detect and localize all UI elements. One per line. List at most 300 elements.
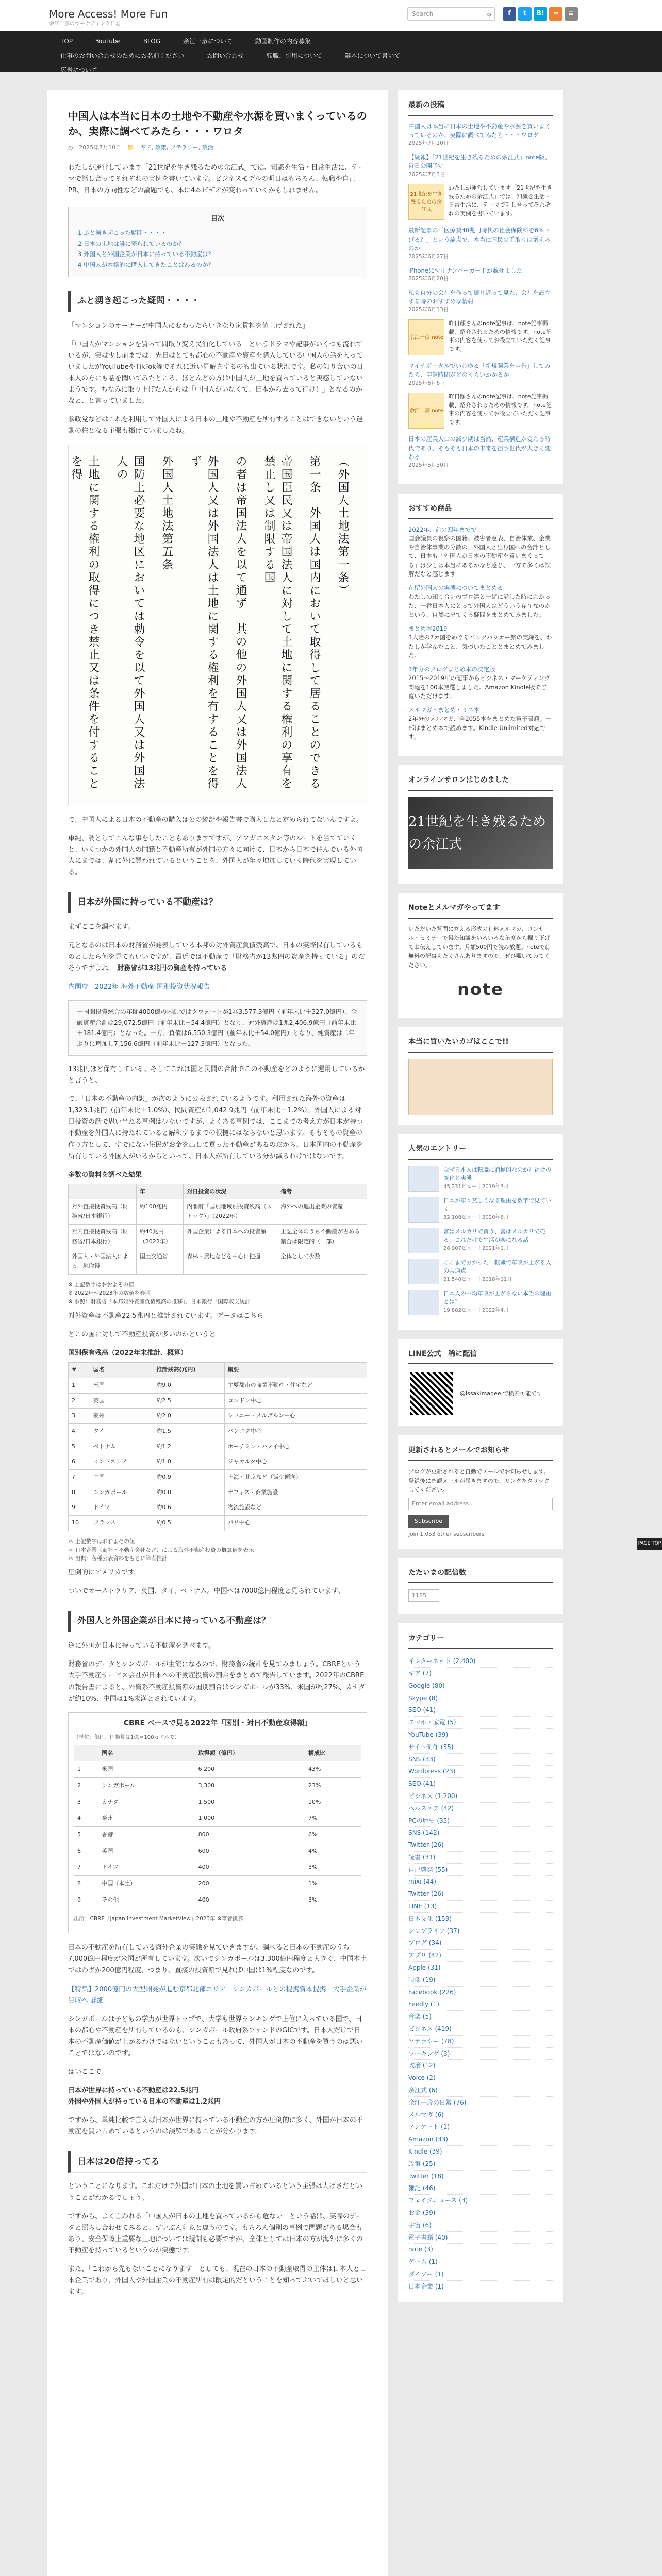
recent-post-date: 2025年7月3日 [408,171,445,178]
category-item [408,1766,553,1778]
cbre-table-body [74,1761,361,1908]
popular-thumbnail [408,1228,439,1253]
recommend-link[interactable]: メルマガ・まとめ・ミニ本 [408,706,479,714]
subscribe-button[interactable]: Subscribe [408,1515,449,1528]
category-link[interactable]: 読書 (31) [408,1853,436,1861]
nav-row-3 [49,63,613,77]
table-cell: オフィス・商業施設 [224,1485,367,1500]
cbre-table-cell: 23% [305,1777,361,1794]
cbre-table-cell: 6 [74,1843,98,1859]
category-link[interactable]: ヘルスケア (42) [408,1804,454,1812]
category-item [408,1668,553,1680]
email-field[interactable]: Enter email address... [408,1498,553,1510]
note-line: ※ 上記数字はおおよその値 [68,1281,134,1288]
category-link[interactable]: ソテラシー [170,144,198,151]
popular-meta: 21,540ビュー｜2018年11月 [443,1276,512,1282]
table-notes [68,1537,367,1563]
article-date: 2025年7月10日 [79,144,122,151]
table-header-cell [74,1745,98,1761]
chart-title: CBRE ベースで見る2022年「国別・対日不動産取得額」 [123,1719,312,1727]
recent-post-link[interactable]: iPhoneにマイナンバーカードが載せました [408,266,522,274]
table-row [69,1249,367,1274]
cbre-table-cell: シンガポール [98,1777,195,1794]
table-row [69,1500,367,1516]
table-cell: ホーチミン・ハノイ中心 [224,1439,367,1454]
table-cell: 国土交通省 [136,1249,184,1274]
category-link[interactable]: SNS (142) [408,1829,440,1837]
category-item [408,1803,553,1815]
popular-item[interactable] [408,1228,553,1253]
recent-post-link[interactable]: 最新記事の「医療費40兆円時代の社会保険料を6%下げる？」という論点で、本当に国民の手取りは増えるのか [408,227,551,252]
category-item [408,2219,553,2232]
toc-link[interactable]: 3 外国人と外国企業が日本に持っている不動産は？ [78,250,214,258]
summary-label: はいここで [68,2068,102,2076]
category-link[interactable]: note (3) [408,2246,433,2253]
rss-icon[interactable]: ≈ [549,7,562,21]
site-title[interactable]: More Access! More Fun [49,8,168,20]
hatena-icon[interactable]: B! [534,7,547,21]
paragraph: どこの国に対して不動産投資が多いのかというと [68,1331,216,1339]
table-cell: 約0.5 [153,1516,224,1531]
recent-post-link[interactable]: 日本の産業人口の減少期は当然、産業構造が変わる時代であり、そもそも日本の未来を担う世代が大きく変わる [408,435,551,461]
table-cell: 1 [69,1378,90,1393]
recommend-item [408,526,553,579]
recommend-item [408,624,553,660]
category-item [408,1717,553,1729]
paragraph: ついでオーストラリア、英国、タイ、ベトナム。中国へは7000億円程度と見られています。 [68,1587,344,1596]
category-link[interactable]: 日本文化 (153) [408,1914,452,1922]
table-cell: ドイツ [90,1500,153,1516]
nav-item-video[interactable]: 動画制作の内容募集 [255,38,311,45]
vertical-text-document-image [68,445,367,805]
category-link[interactable]: Twitter (26) [408,1890,444,1898]
table-cell: 森林・農地などを中心に把握 [184,1249,277,1274]
category-link[interactable]: 政策 (25) [408,2160,436,2167]
qr-code[interactable] [408,1370,455,1417]
recommend-text: 2015〜2019年の記事からビジネス・マーケティング関連を100本厳選しました。Amazon Kindle版でご覧いただけます。 [408,674,551,700]
cbre-table-cell: 3 [74,1794,98,1810]
cbre-table-cell: 3% [305,1859,361,1876]
table-cell: 英国 [90,1393,153,1409]
promo-item[interactable] [408,393,553,429]
cbre-chart [68,1712,367,1933]
category-link[interactable]: 自己啓発 (55) [408,1866,448,1873]
category-item [408,2158,553,2171]
category-link[interactable]: Apple (31) [408,1964,441,1972]
recent-post-link[interactable]: マイナポータルでいわゆる「新規開業を申告」してみたら、申請時間がどのくらいかかるか [408,362,551,379]
table-of-contents [68,207,367,277]
recommend-link[interactable]: 在留外国人の実態についてまとめる [408,584,503,592]
widget-title: おすすめ商品 [408,503,553,519]
category-link[interactable]: Facebook (226) [408,1988,456,1996]
vertical-text-column: 帝国臣民又は帝国法人に対して土地に関する権利の享有を禁止し又は制限する国 [262,455,292,790]
recommend-link[interactable]: 2022年、前の四年までで [408,526,477,533]
search-input[interactable] [407,7,495,21]
recent-post-link[interactable]: 【続報】「21世紀を生き残るための余江式」note版、近日公開予定 [408,154,551,170]
recommend-text: 3大陸の7カ国をめぐるバックパッカー旅の実録を、わたしが学んだこと、気づいたこととまとめてみました。 [408,634,552,659]
category-link[interactable]: mixi (44) [408,1878,436,1886]
category-item [408,1888,553,1901]
category-item [408,1913,553,1925]
nav-item-reprint[interactable]: 転職、引用について [267,52,322,59]
table-cell: 8 [69,1485,90,1500]
table-cell: ジャカルタ中心 [224,1454,367,1470]
category-item [408,1827,553,1839]
nav-item-about[interactable]: 余江一彦について [183,38,233,45]
nav-item-book[interactable]: 鍵本について書いて [344,52,401,59]
subscriber-count: Join 1,053 other subscribers [408,1531,485,1537]
recent-posts-widget [398,90,563,484]
table-cell: 海外への進出企業の資産 [277,1199,367,1224]
category-link[interactable]: 政治 [202,144,213,151]
online-salon-banner[interactable]: 21世紀を生き残るための余江式 [408,797,553,869]
cbre-table-cell: 10% [305,1794,361,1810]
table-cell: 4 [69,1424,90,1439]
category-item [408,1925,553,1938]
paragraph: 対外資産は不動産22.5兆円と推計されています。データはこちら [68,1312,263,1320]
category-link[interactable]: アプリ (42) [408,1952,441,1959]
nav-item-top[interactable]: TOP [60,38,73,45]
category-link[interactable]: 余江一彦の日常 (76) [408,2098,467,2106]
recent-post-item [408,435,553,470]
paragraph: ですから、よく言われる「中国人が日本の土地を買っているから危ない」という話は、実際のデータと照らし合わせてみると、ずいぶん印象と違うのです。もちろん個別の事例で問題がある場合もあり、安全保障上重要な土地については規制も必要ですが、全体としては日本の方が海外に多くの不動産を持っているというのが実態です。 [68,2212,363,2255]
cbre-table-cell: カナダ [98,1794,195,1810]
widget-title: 更新されるとメールでお知らせ [408,1445,553,1461]
feedly-icon[interactable]: ≡ [565,7,578,21]
recommend-link[interactable]: まとめ本2019 [408,625,448,633]
chart-subtitle: （単位：億円、円換算は1億＝100万ドルで） [74,1734,180,1740]
category-link[interactable]: スマホ・家電 (5) [408,1719,456,1726]
recent-post-item [408,226,553,261]
category-item [408,2281,553,2293]
subscribe-text: ブログが更新されると自動でメールでお知らせします。登録後に確認メールが届きますので、リンクをクリックしてください。 [408,1468,550,1494]
widget-title: たたいまの配信数 [408,1567,553,1584]
category-link[interactable]: SNS (33) [408,1755,436,1763]
widget-title: カテゴリー [408,1633,553,1649]
paragraph: ですから、単純比較で言えば日本が世界に持っている不動産の方が圧倒的に多く、外国が日本の不動産を買い占めているというのは誤解であることが分かります。 [68,2116,363,2136]
category-item [408,2171,553,2183]
recent-post-link[interactable]: 中国人は本当に日本の土地や不動産や水源を買いまくっているのか、実際に調べてみたら・・・ワロタ [408,122,551,139]
category-item [408,2060,553,2072]
category-item [408,2097,553,2109]
note-line: ＊ 日本企業（商社・不動産会社など）による海外不動産投資の概算値を表示 [68,1547,254,1553]
popular-link[interactable]: 日本人の平均年収が上がらない本当の理由とは？ [443,1290,551,1306]
category-link[interactable]: Amazon (33) [408,2136,448,2143]
category-link[interactable]: ソテラシー (78) [408,2037,454,2045]
paragraph-text: 元となるのは日本の財務省が発表している本邦の対外資産負債残高で、日本の実際保有しているものとしたら何を見てもいいですが、最近では不動産で「財務省が13兆円の資産を持っている」のだそうですよね。 [68,942,365,973]
category-link[interactable]: 余江式 (6) [408,2087,438,2094]
category-link[interactable]: Twitter (18) [408,2172,444,2180]
book-banner[interactable] [408,1059,553,1115]
table-cell: 約2.0 [153,1409,224,1424]
popular-meta: 32,108ビュー｜2020年6月 [443,1214,509,1221]
subscribe-widget [398,1435,563,1548]
table-cell: 約2.5 [153,1393,224,1409]
category-item [408,1790,553,1803]
nav-row-1 [49,31,613,48]
category-link[interactable]: LINE (13) [408,1903,437,1910]
nav-item-youtube[interactable]: YouTube [95,38,121,45]
category-link[interactable]: ゲーム (1) [408,2258,438,2266]
table-row [69,1516,367,1531]
category-link[interactable]: 雑記 (46) [408,2184,436,2192]
popular-item[interactable] [408,1259,553,1284]
widget-title: Noteとメルマガやってます [408,902,553,919]
promo-thumbnail: 余江一彦 note [408,319,444,355]
table-cell: 約1.5 [153,1424,224,1439]
popular-thumbnail [408,1259,439,1284]
content-wrapper [47,90,615,2576]
table-header-row [69,1184,367,1199]
table-cell: バンコク中心 [224,1424,367,1439]
category-item [408,1937,553,1950]
category-link[interactable]: PCの歴史 (35) [408,1817,450,1824]
cbre-table-cell: 7 [74,1859,98,1876]
category-link[interactable]: Feedly (1) [408,2001,439,2008]
table-cell: 全体として少数 [277,1249,367,1274]
category-item [408,2207,553,2219]
category-link[interactable]: Voice (2) [408,2074,436,2082]
cbre-table-cell: その他 [98,1892,195,1908]
emphasis-text: 財務省が13兆円の資産を持っている [117,964,227,973]
note-line: ※ 参照：財務省「本邦対外資産負債残高の推移」、日本銀行「国際収支統計」 [68,1299,256,1306]
popular-thumbnail [408,1166,439,1192]
category-widget [398,1623,563,2302]
twitter-icon[interactable]: t [518,7,532,21]
category-link[interactable]: SEO (41) [408,1780,436,1788]
vertical-text-column: 外国人土地法第五条 [160,455,173,571]
recent-post-link[interactable]: 私も自分の会社を作って振り返って見た、会社を設立する時のおすすめな情報 [408,289,551,306]
category-link[interactable]: 電子書籍 (40) [408,2233,448,2241]
category-item [408,1741,553,1754]
table-cell: 2 [69,1393,90,1409]
category-link[interactable]: ダイソー (1) [408,2270,444,2278]
table-cell: 米国 [90,1378,153,1393]
promo-item[interactable] [408,319,553,355]
toc-link[interactable]: 4 中国人が本格的に購入してきたことはあるのか？ [78,261,214,269]
table-header-cell: 備考 [277,1184,367,1199]
category-link[interactable]: Wordpress (23) [408,1768,456,1775]
book-widget [398,1027,563,1125]
category-link[interactable]: お金 (39) [408,2209,436,2216]
category-item [408,1680,553,1692]
category-link[interactable]: ブログ (34) [408,1939,442,1947]
recommend-item [408,706,553,741]
category-link[interactable]: Twitter (26) [408,1841,444,1849]
table-cell: 主要都市の商業不動産・住宅など [224,1378,367,1393]
cbre-table-cell: 9 [74,1892,98,1908]
cbre-table-cell: ドイツ [98,1859,195,1876]
summary-text: 日本が世界に持っている不動産は22.5兆円 [68,2087,199,2095]
category-link[interactable]: アンケート (1) [408,2123,450,2131]
paragraph: 日本の不動産を所有している海外企業の実態を見ていきますが、調べると日本の不動産のうち7,000億円程度が米国が所有しています。次いでシンガポールは3,300億円程度と大きく、中国本土ではわずか200億円程度、つまり、直接の投資額で見れば中国は1%程度なのです。 [68,1944,367,1975]
nav-item-ads[interactable]: 広告について [60,66,97,74]
table-row [69,1409,367,1424]
category-link[interactable]: シンプライフ (37) [408,1927,460,1935]
popular-item[interactable] [408,1197,553,1223]
recommend-item [408,584,553,619]
category-item [408,1987,553,1999]
widget-title: 本当に買いたいカゴはここで!! [408,1036,553,1053]
table-row [69,1485,367,1500]
nav-item-contact[interactable]: お問い合わせ [207,52,244,59]
vertical-text-column: 土地に関する権利の取得につき禁止又は条件を付することを得 [70,455,100,790]
category-link[interactable]: SEO (41) [408,1706,436,1714]
toc-link[interactable]: 2 日本の土地は誰に売られているのか？ [78,240,185,247]
category-item [408,2244,553,2256]
category-link[interactable]: Skype (8) [408,1694,438,1702]
article-intro: わたしが運営しています「21世紀を生き残るための余江式」では、知識を生活・日常生活に、テーマで話し合ってそれぞれの実例を書いています。ビジネスモデルの明日はもちろん、転職や自己PR、日本の方向性などの論題でも、本に4本ビデオが変わっていくかもしれません。 [68,163,365,194]
category-item [408,2036,553,2048]
category-link[interactable]: ビジネス (419) [408,2025,452,2033]
cbre-table-row [74,1761,361,1778]
table-cell: 9 [69,1500,90,1516]
category-link[interactable]: インターネット (2,400) [408,1657,476,1665]
table-cell: 3 [69,1409,90,1424]
social-icons [503,7,578,21]
category-link[interactable]: Google (80) [408,1682,445,1689]
category-item [408,1962,553,1974]
table-header-cell: 取得額（億円） [195,1745,305,1761]
special-link[interactable]: 【特集】2000億円の大型開発が進む京都北部エリア シンガポールとの提携資本提携 大手企業が買収へ 詳細 [68,1985,367,2005]
main-article [47,90,388,2576]
category-item [408,2182,553,2195]
paragraph: 圧倒的にアメリカです。 [68,1569,141,1577]
summary-text: 外国や外国人が持っている日本の不動産は1.2兆円 [68,2098,221,2106]
category-item [408,1974,553,1987]
cbre-table-cell: 400 [195,1892,305,1908]
recent-post-date: 2025年5月30日 [408,462,449,469]
site-header [0,0,662,31]
quote-box: 一国間投資総合の年間4000億の内訳ではクウェートが1兆3,577.3億円（前年末比＋327.0億円）、金融資産合計は29,072.5億円（前年末比＋54.4億円）となり、対外資産は1兆2,406.9億円（前年末比＋181.4億円）となった。一方、負債は6,550.3億円（前年末比＋54.0億円）となり、純資産は二年ぶりに増加し7,156.6億円（前年末比＋127.3億円）となった。 [68,1000,367,1056]
popular-link[interactable]: 富はメルカリで買う、富はメルカリで売る、これだけで生活が楽になる話 [443,1228,545,1244]
line-box [408,1370,553,1417]
cbre-table-row [74,1777,361,1794]
nav-item-blog[interactable]: BLOG [143,38,161,45]
category-item [408,2109,553,2122]
table-cell: 5 [69,1439,90,1454]
article-title: 中国人は本当に日本の土地や不動産や水源を買いまくっているのか、実際に調べてみたら・・・ワロタ [68,110,367,138]
category-link[interactable]: 音楽 (5) [408,2013,432,2021]
table-row [69,1439,367,1454]
popular-link[interactable]: ここまで分かった！転職で年収が上がる人の共通点 [443,1259,551,1275]
category-link[interactable]: ギア (7) [408,1669,432,1677]
popular-link[interactable]: なぜ日本人は転職に消極的なのか？社会の変化と実態 [443,1166,551,1182]
table-row [69,1470,367,1485]
cbre-table-cell: 200 [195,1876,305,1892]
table-cell: 外国人・外国法人による土地取得 [69,1249,137,1274]
category-item [408,1778,553,1790]
recommend-item [408,665,553,701]
category-link[interactable]: サイト制作 (55) [408,1743,454,1751]
category-link[interactable]: 政策 [155,144,167,151]
recent-post-date: 2025年6月20日 [408,276,449,282]
category-link[interactable]: メルマガ (6) [408,2111,444,2119]
paragraph: で、「日本の不動産の内訳」が次のように公表されているようです。利用された海外の資産は1,323.1兆円（前年末比＋1.0%）、民間資産が1,042.9兆円（前年末比＋1.2%）。外国人による対日投資の話で思い当たる事例は少ないですが、よくある事例では、ここまでの考え方が日本が持つ不動産を外国人に持たれていると解釈するまでの根拠にはならないと思います。そもそもの資産の作り方として、すでにない住民がお金を出して買った不動産があるのだから。日本国内の不動産を所有している外国人がいるからといって、日本人が所有している分が減るわけではないです。 [68,1095,363,1160]
popular-item[interactable] [408,1290,553,1315]
facebook-icon[interactable]: f [503,7,516,21]
category-link[interactable]: ワーキング (3) [408,2049,450,2057]
mof-link[interactable]: 内閣府 2022年 海外不動産 国別投資状況報告 [68,983,210,991]
table-cell: 約0.9 [153,1470,224,1485]
category-item [408,2232,553,2244]
page-top-button[interactable]: PAGE TOP [637,1538,662,1550]
category-link[interactable]: 宇宙 (6) [408,2221,432,2229]
category-item [408,2011,553,2023]
cbre-table-row [74,1859,361,1876]
category-item [408,1998,553,2011]
cbre-table-cell: 英国 [98,1843,195,1859]
promo-item[interactable] [408,184,553,220]
table-title: 多数の資料を調べた結果 [68,1171,142,1179]
category-link[interactable]: YouTube (39) [408,1731,449,1738]
widget-title: 最新の投稿 [408,99,553,116]
paragraph: ということになります。これだけで外国が日本の土地を買い占めているという主張は大げさだということがわかるでしょう。 [68,2182,362,2202]
category-item [408,1704,553,1717]
category-link[interactable]: ビジネス (1,200) [408,1792,458,1800]
cbre-table-cell: 豪州 [98,1810,195,1827]
popular-link[interactable]: 日本が年々貧しくなる理由を数字で見ていく [443,1197,551,1213]
widget-title: LINE公式 稀に配信 [408,1348,553,1365]
category-item [408,2133,553,2146]
online-salon-widget [398,765,563,884]
popular-meta: 28,907ビュー｜2021年1月 [443,1245,509,1251]
note-logo[interactable]: note [457,979,504,999]
cbre-table-cell: 43% [305,1761,361,1778]
category-item [408,1876,553,1888]
table-cell: ロンドン中心 [224,1393,367,1409]
category-link[interactable]: 日本企業 (1) [408,2282,444,2290]
table-cell: 約9.0 [153,1378,224,1393]
chart-source: 出所：CBRE「Japan Investment MarketView」2023年 ※筆者換算 [74,1916,243,1922]
recent-post-item [408,122,553,148]
promo-thumbnail: 余江一彦 note [408,393,444,429]
popular-item[interactable] [408,1166,553,1192]
category-link[interactable]: 映像 (19) [408,1976,436,1984]
cbre-table-cell: 800 [195,1827,305,1843]
table-header-row [74,1745,361,1761]
category-link[interactable]: ギア [140,144,152,151]
category-link[interactable]: フェイクニュース (3) [408,2197,468,2205]
category-link[interactable]: Kindle (39) [408,2148,442,2156]
table-title: 国別保有残高（2022年末推計、概算） [68,1349,188,1358]
table-header-cell: 推計残高(兆円) [153,1363,224,1378]
recent-post-date: 2025年6月13日 [408,307,449,313]
category-item [408,2084,553,2097]
widget-title: 人気のエントリー [408,1143,553,1160]
toc-link[interactable]: 1 ふと湧き起こった疑問・・・・ [78,229,167,237]
popular-thumbnail [408,1197,439,1223]
category-item [408,1901,553,1913]
recent-post-date: 2025年7月10日 [408,140,449,147]
table-header-cell [69,1184,137,1199]
table-cell: 約0.8 [153,1485,224,1500]
country-holdings-table [68,1362,367,1531]
vertical-text-column: 外国人又は外国法人は土地に関する権利を有することを得ず [189,455,219,790]
table-row [69,1199,367,1224]
category-link[interactable]: 政治 (12) [408,2062,436,2070]
table-cell: 物流施設など [224,1500,367,1516]
nav-item-work[interactable]: 仕事のお問い合わせのためにお名前ください [60,52,185,59]
table-cell: 対外直接投資残高（財務省/日本銀行） [69,1199,137,1224]
paragraph: シンガポールは子どもの学力が世界トップで、大学も世界ランキングで上位に入っている国で、日本の都心や不動産を所有しているのも、シンガポール政府系ファンドのGICです。日本人だけで日本の不動産価値が上がるわけではないということもあって、外国人が日本の不動産を買うのは悪いことではないのです。 [68,2015,363,2057]
recommend-link[interactable]: 3年分のブログまとめ本の決定版 [408,666,495,673]
vertical-text-column: の者は帝国法人を以て通ず 其の他の外国人又は外国法人 [234,455,247,790]
cbre-table-cell: 7% [305,1810,361,1827]
table-cell: 約40兆円（2022年） [136,1224,184,1249]
cbre-table-cell: 6% [305,1827,361,1843]
search-icon[interactable]: ⚲ [487,12,491,19]
